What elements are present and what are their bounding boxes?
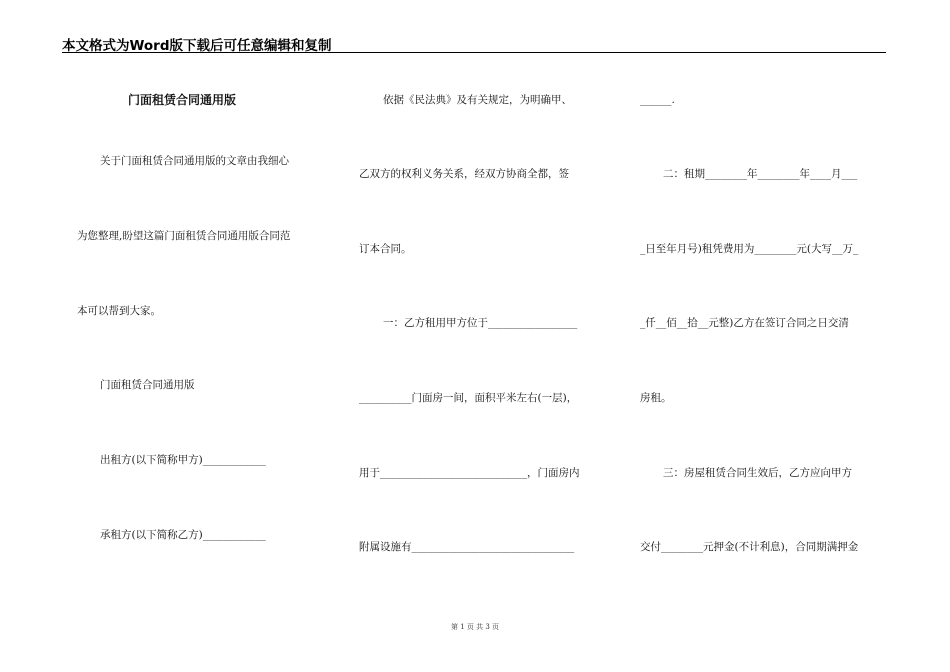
- header-rule: [62, 52, 886, 53]
- page-number: 第 1 页 共 3 页: [450, 623, 500, 631]
- paragraph-line: ______.: [640, 94, 675, 106]
- paragraph-line: 承租方(以下简称乙方)____________: [100, 529, 266, 541]
- document-title: 门面租赁合同通用版: [128, 93, 237, 107]
- paragraph-line: 本可以帮到大家。: [77, 305, 161, 317]
- paragraph-line: 为您整理,盼望这篇门面租赁合同通用版合同范: [77, 230, 291, 242]
- paragraph-line: 依据《民法典》及有关规定，为明确甲、: [383, 94, 572, 106]
- paragraph-line: 附属设施有_______________________________: [359, 541, 575, 553]
- paragraph-line: 关于门面租赁合同通用版的文章由我细心: [100, 155, 289, 167]
- paragraph-line: 交付________元押金(不计利息)，合同期满押金: [640, 541, 859, 553]
- paragraph-line: 三：房屋租赁合同生效后，乙方应向甲方: [663, 467, 852, 479]
- paragraph-line: 二：租期________年________年____月___: [663, 168, 858, 180]
- page-header: 本文格式为Word版下载后可任意编辑和复制: [62, 38, 332, 54]
- paragraph-line: 出租方(以下简称甲方)____________: [100, 454, 266, 466]
- paragraph-line: _仟__佰__拾__元整)乙方在签订合同之日交清: [640, 317, 849, 329]
- paragraph-line: 一：乙方租用甲方位于_________________: [383, 317, 578, 329]
- paragraph-line: __________门面房一间，面积平米左右(一层)，: [359, 392, 578, 404]
- paragraph-line: 订本合同。: [359, 243, 412, 255]
- paragraph-line: 房租。: [640, 392, 672, 404]
- paragraph-line: _日至年月号)租凭费用为________元(大写__万_: [640, 243, 859, 255]
- paragraph-line: 用于____________________________，门面房内: [359, 467, 580, 479]
- paragraph-line: 门面租赁合同通用版: [100, 379, 195, 391]
- paragraph-line: 乙双方的权利义务关系，经双方协商全都，签: [359, 168, 569, 180]
